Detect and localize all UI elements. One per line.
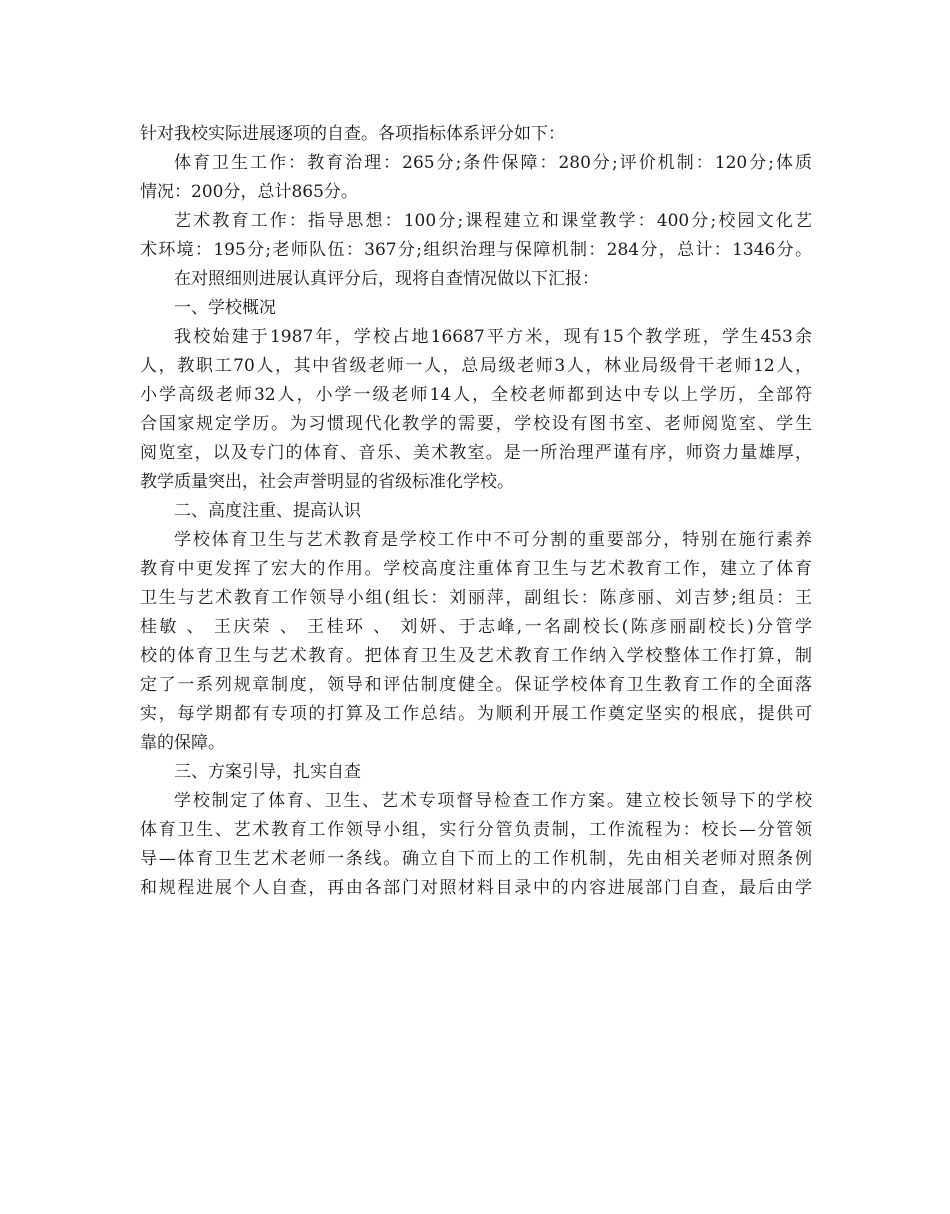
text-line: 情况：200分，总计865分。 [140,182,358,202]
text-line: 靠的保障。 [140,733,225,753]
text-line: 校的体育卫生与艺术教育。把体育卫生及艺术教育工作纳入学校整体工作打算，制 [140,646,812,666]
text-line: 和规程进展个人自查，再由各部门对照材料目录中的内容进展部门自查，最后由学 [140,878,812,898]
text-line: 艺术教育工作：指导思想：100分;课程建立和课堂教学：400分;校园文化艺 [174,211,812,231]
text-line: 教育中更发挥了宏大的作用。学校高度注重体育卫生与艺术教育工作，建立了体育 [140,559,812,579]
text-line: 实，每学期都有专项的打算及工作总结。为顺利开展工作奠定坚实的根底，提供可 [140,704,812,724]
text-line: 二、高度注重、提高认识 [174,501,361,521]
text-line: 学校体育卫生与艺术教育是学校工作中不可分割的重要部分，特别在施行素养 [174,530,812,550]
text-line: 针对我校实际进展逐项的自查。各项指标体系评分如下： [140,124,565,144]
text-line: 小学高级老师32人，小学一级老师14人，全校老师都到达中专以上学历，全部符 [140,385,812,405]
text-line: 阅览室，以及专门的体育、音乐、美术教室。是一所治理严谨有序，师资力量雄厚， [140,443,812,463]
text-line: 体育卫生、艺术教育工作领导小组，实行分管负责制，工作流程为：校长—分管领 [140,820,812,840]
text-line: 教学质量突出，社会声誉明显的省级标准化学校。 [140,472,514,492]
text-line: 人，教职工70人，其中省级老师一人，总局级老师3人，林业局级骨干老师12人， [140,356,812,376]
text-line: 卫生与艺术教育工作领导小组(组长：刘丽萍，副组长：陈彦丽、刘吉梦;组员：王 [140,588,812,608]
text-line: 一、学校概况 [174,298,276,318]
text-line: 我校始建于1987年，学校占地16687平方米，现有15个教学班，学生453余 [174,327,812,347]
text-line: 定了一系列规章制度，领导和评估制度健全。保证学校体育卫生教育工作的全面落 [140,675,812,695]
text-line: 导—体育卫生艺术老师一条线。确立自下而上的工作机制，先由相关老师对照条例 [140,849,812,869]
text-line: 合国家规定学历。为习惯现代化教学的需要，学校设有图书室、老师阅览室、学生 [140,414,812,434]
text-line: 术环境：195分;老师队伍：367分;组织治理与保障机制：284分，总计：1346分。 [140,240,812,260]
text-line: 在对照细则进展认真评分后，现将自查情况做以下汇报： [174,269,599,289]
text-line: 桂敏 、 王庆荣 、 王桂环 、 刘妍、于志峰,一名副校长(陈彦丽副校长)分管学 [140,617,812,637]
document-body [140,120,812,903]
text-line: 体育卫生工作：教育治理：265分;条件保障：280分;评价机制：120分;体质 [174,153,812,173]
text-line: 学校制定了体育、卫生、艺术专项督导检查工作方案。建立校长领导下的学校 [174,791,812,811]
text-line: 三、方案引导，扎实自查 [174,762,361,782]
